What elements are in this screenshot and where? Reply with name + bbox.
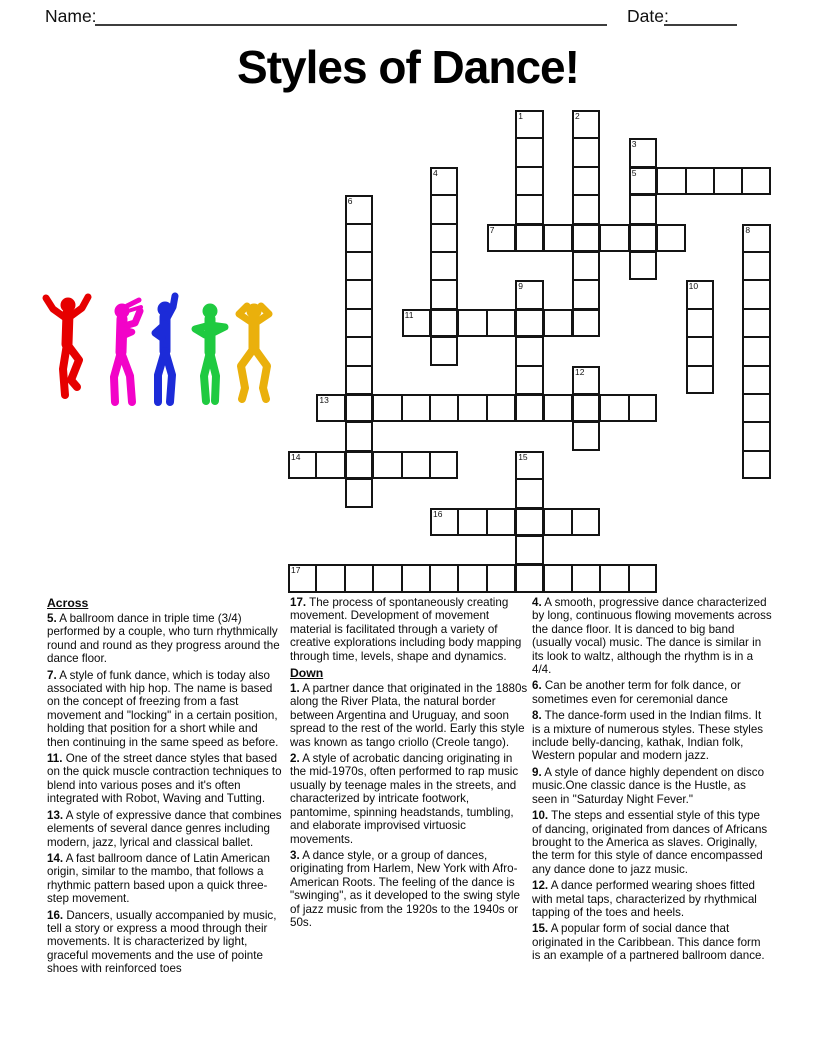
clue-number: 8. xyxy=(532,709,542,723)
clue: 12. A dance performed wearing shoes fitted with metal taps, characterized by rhythmical tapping of the toes and heels. xyxy=(532,879,757,919)
dancer-magenta-icon xyxy=(114,300,141,402)
grid-cell[interactable] xyxy=(572,366,600,394)
clue-number: 2 xyxy=(575,111,580,121)
clue: 3. A dance style, or a group of dances, originating from Harlem, New York with Afro-American Roots. The feeling of the dance is "swinging", as it developed to the swing style of jazz music from the 1920s to the 1940s or 50s. xyxy=(290,848,520,929)
grid-cell[interactable] xyxy=(572,280,600,308)
grid-cell[interactable] xyxy=(515,536,543,564)
clue-number: 12. xyxy=(532,879,549,893)
across-clues-list xyxy=(47,612,283,976)
grid-cell[interactable] xyxy=(515,451,543,479)
grid-cell[interactable] xyxy=(458,508,486,536)
grid-cell[interactable] xyxy=(402,394,430,422)
clue-number: 11 xyxy=(404,309,414,320)
grid-cell[interactable] xyxy=(515,366,543,394)
clue: 6. Can be another term for folk dance, or sometimes even for ceremonial dance xyxy=(532,679,741,706)
grid-cell[interactable] xyxy=(742,366,770,394)
clue: 8. The dance-form used in the Indian films. It is a mixture of numerous styles. These styles include belly-dancing, kathak, Indian folk, Western popular and modern jazz. xyxy=(532,709,764,763)
grid-cell[interactable] xyxy=(316,394,344,422)
grid-cell[interactable] xyxy=(373,451,401,479)
dancer-blue-icon xyxy=(155,296,175,402)
grid-cell[interactable] xyxy=(742,422,770,450)
grid-cell[interactable] xyxy=(515,337,543,365)
clue: 7. A style of funk dance, which is today also associated with hip hop. The name is based on the concept of freezing from a fast movement and "locking" in a certain position, holding that position for a short while and then continuing in the same speed as before. xyxy=(47,668,279,749)
grid-cell[interactable] xyxy=(629,252,657,280)
clue-number: 7 xyxy=(489,224,495,235)
grid-cell[interactable] xyxy=(430,394,458,422)
grid-cell[interactable] xyxy=(572,224,600,252)
grid-cell[interactable] xyxy=(572,252,600,280)
grid-cell[interactable] xyxy=(345,337,373,365)
clue: 16. Dancers, usually accompanied by music, tell a story or express a mood through their movements. It is characterized by light, graceful movements and the use of pointe shoes with reinforced toes xyxy=(47,908,277,976)
grid-cell[interactable] xyxy=(487,508,515,536)
grid-cell[interactable] xyxy=(572,309,600,337)
grid-cell[interactable] xyxy=(316,451,344,479)
name-line[interactable] xyxy=(95,4,607,26)
grid-cell[interactable] xyxy=(515,508,543,536)
clue-number: 14 xyxy=(291,451,301,462)
grid-cell[interactable] xyxy=(458,394,486,422)
clues-column-right xyxy=(532,596,772,966)
clue-number: 5. xyxy=(47,612,57,625)
grid-cell[interactable] xyxy=(288,564,316,592)
grid-cell[interactable] xyxy=(515,110,543,138)
clue: 10. The steps and essential style of this type of dancing, originated from dances of Africans brought to the America as slaves. Originally, the term for this style of dance encompassed any dance done to jazz music. xyxy=(532,809,768,876)
grid-cell[interactable] xyxy=(430,224,458,252)
clue: 17. The process of spontaneously creating movement. Development of movement material is facilitated through a variety of creative explorations including body mapping through time, levels, shape and dynamics. xyxy=(290,596,522,663)
grid-cell[interactable] xyxy=(458,309,486,337)
clue-number: 2. xyxy=(290,752,300,766)
grid-cell[interactable] xyxy=(430,508,458,536)
clue: 5. A ballroom dance in triple time (3/4) performed by a couple, who turn rhythmically round and round as they progress around the dance floor. xyxy=(47,612,280,666)
grid-cell[interactable] xyxy=(657,224,685,252)
grid-cell[interactable] xyxy=(686,337,714,365)
grid-cell[interactable] xyxy=(430,252,458,280)
clue-number: 1 xyxy=(518,111,523,121)
grid-cell[interactable] xyxy=(544,309,572,337)
grid-cell[interactable] xyxy=(430,309,458,337)
grid-cell[interactable] xyxy=(686,167,714,195)
grid-cell[interactable] xyxy=(345,479,373,507)
grid-cell[interactable] xyxy=(487,564,515,592)
grid-cell[interactable] xyxy=(430,280,458,308)
grid-cell[interactable] xyxy=(629,394,657,422)
grid-cell[interactable] xyxy=(600,224,628,252)
clue-number: 4 xyxy=(433,167,438,178)
grid-cell[interactable] xyxy=(345,195,373,223)
grid-cell[interactable] xyxy=(515,479,543,507)
clue-number: 13. xyxy=(47,808,64,822)
grid-cell[interactable] xyxy=(515,167,543,195)
grid-cell[interactable] xyxy=(402,309,430,337)
grid-cell[interactable] xyxy=(288,451,316,479)
grid-cell[interactable] xyxy=(515,138,543,166)
clue-number: 10. xyxy=(532,809,549,823)
grid-cell[interactable] xyxy=(572,422,600,450)
clue-number: 13 xyxy=(319,395,329,405)
across-clue-17 xyxy=(290,596,528,663)
grid-cell[interactable] xyxy=(742,337,770,365)
grid-cell[interactable] xyxy=(345,280,373,308)
across-heading: Across xyxy=(47,596,89,610)
clue-number: 15. xyxy=(532,922,549,936)
clue: 2. A style of acrobatic dancing originating in the mid-1970s, often performed to rap music usually by teenage males in the streets, and characterized by intricate footwork, pantomime, spinning headstands, tumbling, and elaborate improvised virtuosic movements. xyxy=(290,752,519,846)
date-label: Date: xyxy=(627,6,669,26)
grid-cell[interactable] xyxy=(742,252,770,280)
grid-cell[interactable] xyxy=(345,394,373,422)
clue-number: 8 xyxy=(745,224,751,235)
grid-cell[interactable] xyxy=(629,167,657,195)
dancers-illustration xyxy=(38,292,288,410)
down-clues-list-2 xyxy=(532,596,772,963)
grid-cell[interactable] xyxy=(572,167,600,195)
grid-cell[interactable] xyxy=(629,138,657,166)
clue-number: 4. xyxy=(532,596,542,609)
grid-cell[interactable] xyxy=(515,280,543,308)
grid-cell[interactable] xyxy=(657,167,685,195)
clues-column-middle xyxy=(290,596,528,932)
down-clues-list-1 xyxy=(290,682,528,929)
grid-cell[interactable] xyxy=(686,366,714,394)
clue-number: 9. xyxy=(532,765,542,779)
name-label: Name: xyxy=(45,6,97,26)
clue: 14. A fast ballroom dance of Latin American origin, similar to the mambo, that follows a rhythmic pattern based upon a quick three-step movement. xyxy=(47,851,270,906)
grid-cell[interactable] xyxy=(544,564,572,592)
clue-number: 15 xyxy=(518,451,528,462)
dancer-red-icon xyxy=(46,297,88,395)
grid-cell[interactable] xyxy=(742,224,770,252)
grid-cell[interactable] xyxy=(515,224,543,252)
grid-cell[interactable] xyxy=(544,224,572,252)
dancer-yellow-icon xyxy=(239,304,269,400)
grid-cell[interactable] xyxy=(430,195,458,223)
clue: 13. A style of expressive dance that combines elements of several dance genres including modern, jazz, lyrical and classical ballet. xyxy=(47,808,282,849)
clue-number: 9 xyxy=(518,281,523,292)
grid-cell[interactable] xyxy=(629,564,657,592)
clue: 9. A style of dance highly dependent on disco music.One classic dance is the Hustle, as seen in "Saturday Night Fever." xyxy=(532,765,765,806)
grid-cell[interactable] xyxy=(487,224,515,252)
clue-number: 3 xyxy=(631,139,637,150)
clue-number: 11. xyxy=(47,752,63,766)
clue-number: 6 xyxy=(347,196,353,207)
grid-cell[interactable] xyxy=(515,394,543,422)
clue-number: 17. xyxy=(290,596,307,609)
dancer-green-icon xyxy=(195,304,225,402)
grid-cell[interactable] xyxy=(345,224,373,252)
clue: 15. A popular form of social dance that originated in the Caribbean. This dance form is an example of a partnered ballroom dance. xyxy=(532,922,765,963)
grid-cell[interactable] xyxy=(629,195,657,223)
grid-cell[interactable] xyxy=(487,394,515,422)
grid-cell[interactable] xyxy=(742,167,770,195)
clue-number: 5 xyxy=(631,167,637,178)
clue-number: 6. xyxy=(532,679,542,693)
clue-number: 3. xyxy=(290,848,300,862)
grid-cell[interactable] xyxy=(402,451,430,479)
grid-cell[interactable] xyxy=(430,167,458,195)
grid-cell[interactable] xyxy=(430,564,458,592)
clue: 1. A partner dance that originated in the 1880s along the River Plata, the natural border between Argentina and Uruguay, and soon spread to the rest of the world. Early this style was known as tango criollo (Creole tango). xyxy=(290,682,528,749)
grid-cell[interactable] xyxy=(742,309,770,337)
grid-cell[interactable] xyxy=(572,195,600,223)
grid-cell[interactable] xyxy=(600,394,628,422)
grid-cell[interactable] xyxy=(345,309,373,337)
clue-number: 10 xyxy=(688,281,699,292)
grid-cell[interactable] xyxy=(515,309,543,337)
clue-number: 14. xyxy=(47,851,64,865)
grid-cell[interactable] xyxy=(572,508,600,536)
grid-cell[interactable] xyxy=(345,564,373,592)
grid-cell[interactable] xyxy=(600,564,628,592)
grid-cell[interactable] xyxy=(373,564,401,592)
grid-cell[interactable] xyxy=(572,110,600,138)
grid-cell[interactable] xyxy=(544,508,572,536)
grid-cell[interactable] xyxy=(402,564,430,592)
grid-cell[interactable] xyxy=(458,564,486,592)
page-title: Styles of Dance! xyxy=(237,41,579,93)
clue-number: 16 xyxy=(433,508,443,519)
grid-cell[interactable] xyxy=(345,252,373,280)
grid-cell[interactable] xyxy=(515,195,543,223)
clue: 4. A smooth, progressive dance characterized by long, continuous flowing movements across the dance floor. It is danced to big band (usually vocal) music. The dance is similar in its look to waltz, although the rhythm is in a 4/4. xyxy=(532,596,772,677)
grid-cell[interactable] xyxy=(487,309,515,337)
grid-cell[interactable] xyxy=(742,394,770,422)
clue-number: 1. xyxy=(290,682,300,696)
down-heading: Down xyxy=(290,666,324,681)
grid-cell[interactable] xyxy=(345,422,373,450)
clue-number: 16. xyxy=(47,908,64,922)
grid-cell[interactable] xyxy=(515,564,543,592)
grid-cell[interactable] xyxy=(686,280,714,308)
grid-cell[interactable] xyxy=(430,451,458,479)
grid-cell[interactable] xyxy=(373,394,401,422)
date-line[interactable] xyxy=(664,4,737,26)
grid-cell[interactable] xyxy=(714,167,742,195)
grid-cell[interactable] xyxy=(544,394,572,422)
grid-cell[interactable] xyxy=(629,224,657,252)
clue-number: 12 xyxy=(575,366,585,377)
grid-cell[interactable] xyxy=(742,280,770,308)
clues-column-left xyxy=(47,596,283,979)
clue: 11. One of the street dance styles that based on the quick muscle contraction techniques to blend into various poses and it's often integrated with Robot, Waving and Tutting. xyxy=(47,752,282,806)
grid-cell[interactable] xyxy=(572,138,600,166)
grid-cell[interactable] xyxy=(742,451,770,479)
grid-cell[interactable] xyxy=(316,564,344,592)
grid-cell[interactable] xyxy=(430,337,458,365)
grid-cell[interactable] xyxy=(686,309,714,337)
grid-cell[interactable] xyxy=(345,451,373,479)
grid-cell[interactable] xyxy=(345,366,373,394)
clue-number: 17 xyxy=(291,565,301,576)
grid-cell[interactable] xyxy=(572,564,600,592)
clue-number: 7. xyxy=(47,668,57,682)
grid-cell[interactable] xyxy=(572,394,600,422)
